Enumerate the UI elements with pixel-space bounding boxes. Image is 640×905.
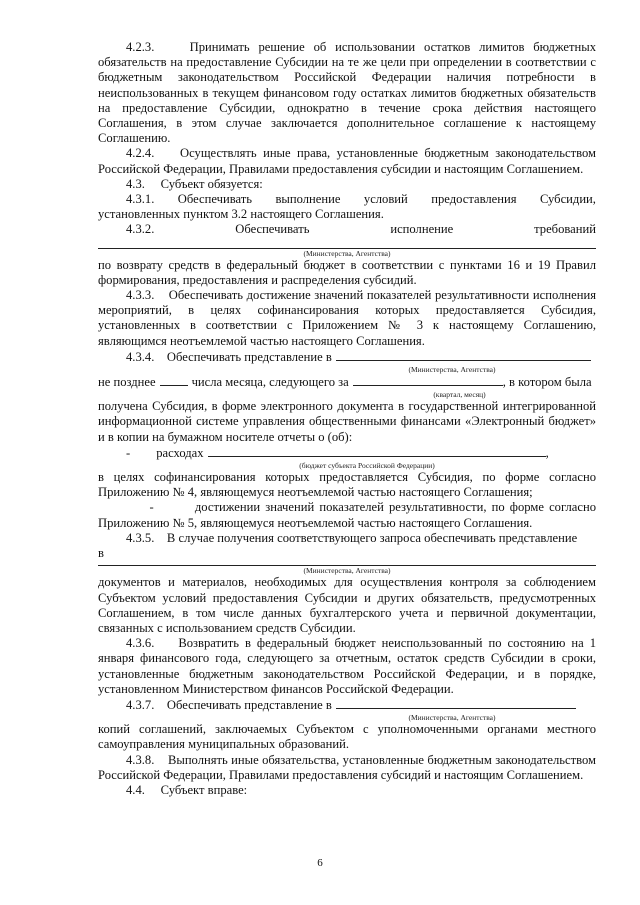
clause-4-3-4-achievement: - достижении значений показателей результативности, по форме согласно Приложению № 5, являющемуся неотъемлемой частью настоящего Соглашения. <box>98 500 596 530</box>
caption-quarter: (квартал, месяц) <box>433 390 486 400</box>
page-number: 6 <box>317 857 323 869</box>
clause-4-3-2-rest: по возврату средств в федеральный бюджет в соответствии с пунктами 16 и 19 Правил формирования, предоставления и распределения субсидий. <box>98 257 596 287</box>
caption-ministry: (Министерства, Агентства) <box>303 248 391 258</box>
clause-4-3-4-deadline: не позднее числа месяца, следующего за , в котором была <box>98 375 592 390</box>
clause-4-3-5-rest: документов и материалов, необходимых для осуществления контроля за соблюдением Субъектом условий предоставления Субсидии и других обязательств, предусмотренных Соглашением, в том числе данных бухгалтерского учета и первичной документации, связанных с использованием средств Субсидии. <box>98 575 596 635</box>
caption-budget: (бюджет субъекта Российской Федерации) <box>299 461 435 471</box>
clause-4-2-4: 4.2.4. Осуществлять иные права, установленные бюджетным законодательством Российской Федерации, Правилами предоставления субсидии и настоящим Соглашением. <box>98 146 596 176</box>
clause-4-3-5: 4.3.5. В случае получения соответствующего запроса обеспечивать представление <box>126 530 578 545</box>
clause-4-3-4-lead: 4.3.4. Обеспечивать представление в <box>98 349 596 365</box>
clause-4-4: 4.4. Субъект вправе: <box>126 782 248 797</box>
clause-4-3-4-cont: получена Субсидия, в форме электронного документа в государственной интегрированной информационной системе управления общественными финансами «Электронный бюджет» и в копии на бумажном носителе отчеты о (об): <box>98 399 596 444</box>
clause-4-3-8: 4.3.8. Выполнять иные обязательства, установленные бюджетным законодательством Российской Федерации, Правилами предоставления субсидий и настоящим Соглашением. <box>98 752 596 782</box>
blank-ministry-4 <box>336 697 576 709</box>
clause-4-3-4-expenses-rest: в целях софинансирования которых предоставляется Субсидия, по форме согласно Приложению № 4, являющемуся неотъемлемой частью настоящего Соглашения; <box>98 470 596 500</box>
expenses-line: - расходах , <box>126 445 549 460</box>
clause-4-2-3: 4.2.3. Принимать решение об использовании остатков лимитов бюджетных обязательств на предоставление Субсидии на те же цели при определении в соответствии с бюджетным законодательством Российской Федерации наличия потребности в неиспользованных в текущем финансовом году остатках лимитов бюджетных обязательств на предоставление Субсидии, однократно в течение срока действия настоящего Соглашения, в этом случае заключается дополнительное соглашение к настоящему Соглашению. <box>98 40 596 146</box>
caption-ministry-4: (Министерства, Агентства) <box>408 713 496 723</box>
blank-day <box>160 374 188 386</box>
blank-ministry-1 <box>336 349 591 361</box>
blank-line-ministry <box>98 238 596 249</box>
caption-ministry-2: (Министерства, Агентства) <box>408 365 496 375</box>
clause-4-3-1-line2: установленных пунктом 3.2 настоящего Соглашения. <box>98 207 384 222</box>
blank-period <box>353 374 503 386</box>
clause-4-3-1-line1: 4.3.1. Обеспечивать выполнение условий предоставления Субсидии, <box>126 192 596 207</box>
blank-budget <box>208 445 546 457</box>
clause-4-3: 4.3. Субъект обязуется: <box>126 176 263 191</box>
clause-4-3-7-lead: 4.3.7. Обеспечивать представление в <box>98 697 596 713</box>
clause-4-3-3: 4.3.3. Обеспечивать достижение значений показателей результативности исполнения мероприятий, в целях софинансирования которых предоставляется Субсидия, установленных в соответствии с Приложением № 3 к настоящему Соглашению, являющимся неотъемлемой частью настоящего Соглашения. <box>98 288 596 348</box>
caption-ministry-3: (Министерства, Агентства) <box>303 566 391 576</box>
clause-4-3-7-rest: копий соглашений, заключаемых Субъектом с уполномоченными органами местного самоуправления муниципальных образований. <box>98 722 596 752</box>
clause-4-3-2-line1: 4.3.2. Обеспечивать исполнение требований <box>126 222 596 237</box>
clause-4-3-5-v: в <box>98 546 104 561</box>
clause-4-3-6: 4.3.6. Возвратить в федеральный бюджет неиспользованный по состоянию на 1 января финансового года, следующего за отчетным, остаток средств Субсидии в сроки, установленные бюджетным законодательством Российской Федерации, и в порядке, установленном Министерством финансов Российской Федерации. <box>98 636 596 696</box>
